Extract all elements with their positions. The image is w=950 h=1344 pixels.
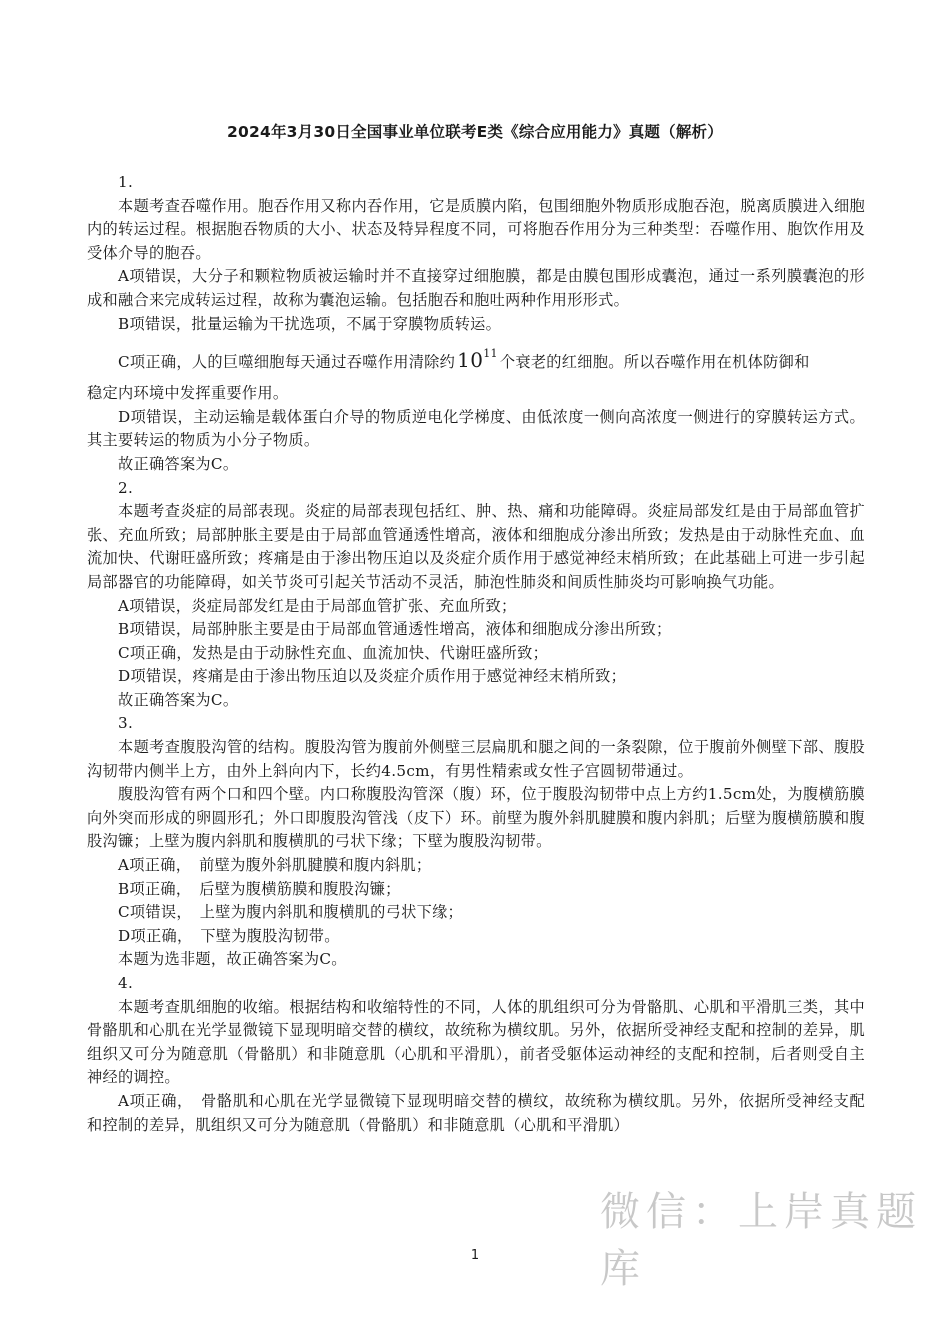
question-2-intro: 本题考查炎症的局部表现。炎症的局部表现包括红、肿、热、痛和功能障碍。炎症局部发红是由于局部血管扩张、充血所致；局部肿胀主要是由于局部血管通透性增高，液体和细胞成分渗出所致；发热是由于动脉性充血、血流加快、代谢旺盛所致；疼痛是由于渗出物压迫以及炎症介质作用于感觉神经末梢所致；在此基础上可进一步引起局部器官的功能障碍，如关节炎可引起关节活动不灵活，肺泡性肺炎和间质性肺炎均可影响换气功能。 xyxy=(87,502,865,591)
document-title: 2024年3月30日全国事业单位联考E类《综合应用能力》真题（解析） xyxy=(227,123,723,141)
option-c-text-pre: C项正确，人的巨噬细胞每天通过吞噬作用清除约 xyxy=(118,353,456,372)
question-2-option-d: D项错误，疼痛是由于渗出物压迫以及炎症介质作用于感觉神经末梢所致； xyxy=(118,667,627,686)
question-1-option-d: D项错误，主动运输是载体蛋白介导的物质逆电化学梯度、由低浓度一侧向高浓度一侧进行的穿膜转运方式。其主要转运的物质为小分子物质。 xyxy=(87,407,865,450)
question-4-number: 4. xyxy=(118,974,134,992)
option-c-text-post: 个衰老的红细胞。所以吞噬作用在机体防御和 xyxy=(499,353,810,372)
question-3-number: 3. xyxy=(118,714,134,733)
question-1-answer: 故正确答案为C。 xyxy=(118,454,239,473)
question-3-option-c: C项错误， 上壁为腹内斜肌和腹横肌的弓状下缘； xyxy=(118,903,464,922)
question-1-option-a: A项错误，大分子和颗粒物质被运输时并不直接穿过细胞膜，都是由膜包围形成囊泡，通过一系列膜囊泡的形成和融合来完成转运过程，故称为囊泡运输。包括胞吞和胞吐两种作用形形式。 xyxy=(87,267,865,309)
question-2-option-b: B项错误，局部肿胀主要是由于局部血管通透性增高，液体和细胞成分渗出所致； xyxy=(118,620,672,639)
question-3-option-d: D项正确， 下壁为腹股沟韧带。 xyxy=(118,926,340,945)
question-1-intro: 本题考查吞噬作用。胞吞作用又称内吞作用，它是质膜内陷，包围细胞外物质形成胞吞泡，脱离质膜进入细胞内的转运过程。根据胞吞物质的大小、状态及特异程度不同，可将胞吞作用分为三种类型：吞噬作用、胞饮作用及受体介导的胞吞。 xyxy=(87,196,865,262)
question-4-intro: 本题考查肌细胞的收缩。根据结构和收缩特性的不同，人体的肌组织可分为骨骼肌、心肌和平滑肌三类，其中骨骼肌和心肌在光学显微镜下显现明暗交替的横纹，故统称为横纹肌。另外，依据所受神经支配和控制的差异，肌组织又可分为随意肌（骨骼肌）和非随意肌（心肌和平滑肌），前者受躯体运动神经的支配和控制，后者则受自主神经的调控。 xyxy=(87,997,865,1087)
sci-exponent: 11 xyxy=(483,347,498,361)
question-2-option-a: A项错误，炎症局部发红是由于局部血管扩张、充血所致； xyxy=(118,596,517,615)
question-3-option-b: B项正确， 后壁为腹横筋膜和腹股沟镰； xyxy=(118,879,401,898)
question-2-number: 2. xyxy=(118,478,134,497)
question-1-number: 1. xyxy=(118,173,134,191)
document-body xyxy=(87,171,865,1137)
page-number: 1 xyxy=(470,1248,480,1263)
question-2-answer: 故正确答案为C。 xyxy=(118,690,239,709)
scientific-number xyxy=(457,348,498,372)
question-4-option-a: A项正确， 骨骼肌和心肌在光学显微镜下显现明暗交替的横纹，故统称为横纹肌。另外，依据所受神经支配和控制的差异，肌组织又可分为随意肌（骨骼肌）和非随意肌（心肌和平滑肌） xyxy=(87,1091,865,1134)
question-3-intro: 本题考查腹股沟管的结构。腹股沟管为腹前外侧壁三层扁肌和腿之间的一条裂隙，位于腹前外侧壁下部、腹股沟韧带内侧半上方，由外上斜向内下，长约4.5cm，有男性精索或女性子宫圆韧带通过。 xyxy=(87,738,865,780)
question-1-option-c-continued: 稳定内环境中发挥重要作用。 xyxy=(87,384,289,403)
sci-base: 10 xyxy=(457,348,484,373)
question-3-answer: 本题为选非题，故正确答案为C。 xyxy=(118,950,347,969)
question-3-option-a: A项正确， 前壁为腹外斜肌腱膜和腹内斜肌； xyxy=(118,856,432,875)
question-1-option-b: B项错误，批量运输为干扰选项，不属于穿膜物质转运。 xyxy=(118,314,502,333)
question-2-option-c: C项正确，发热是由于动脉性充血、血流加快、代谢旺盛所致； xyxy=(118,643,549,662)
watermark: 微信：上岸真题库 xyxy=(600,1189,922,1292)
question-1-option-c xyxy=(87,342,865,374)
question-3-intro-2: 腹股沟管有两个口和四个壁。内口称腹股沟管深（腹）环，位于腹股沟韧带中点上方约1.5cm处，为腹横筋膜向外突而形成的卵圆形孔；外口即腹股沟管浅（皮下）环。前壁为腹外斜肌腱膜和腹内斜肌；后壁为腹横筋膜和腹股沟镰；上壁为腹内斜肌和腹横肌的弓状下缘；下壁为腹股沟韧带。 xyxy=(87,785,865,851)
